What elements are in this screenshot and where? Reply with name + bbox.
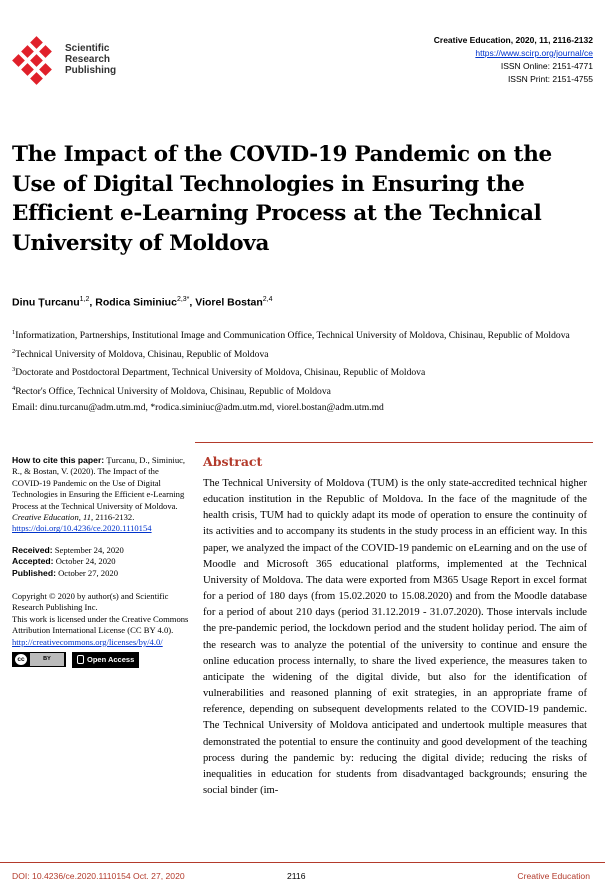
journal-url-link[interactable]: https://www.scirp.org/journal/ce xyxy=(475,48,593,58)
author-affiliation-marker: 2,3* xyxy=(176,296,190,303)
affiliation-item: $^4$Rector's Office, Technical University of Moldova, Chisinau, Republic of Moldova xyxy=(12,385,331,398)
issn-online: ISSN Online: 2151-4771 xyxy=(500,61,593,71)
copyright-block: Copyright © 2020 by author(s) and Scientific Research Publishing Inc. This work is licensed under the Creative Commons Attribution International License (CC BY 4.0). http://creativecommons.org/licenses/by/4.0/ cc BY Open Access xyxy=(12,591,189,667)
abstract-text: The Technical University of Moldova (TUM) is the only state-accredited technical higher education institution in the Republic of Moldova. In the face of the magnitude of the health crisis, TUM had to quickly adapt its mode of operation to ensure the continuity of its activities and to accompany its students in the study process in an efficient way. In this paper, we analyzed the impact of the COVID-19 pandemic on eLearning and on the use of Moodle and Microsoft 365 educational platforms, implemented at the Technical University of Moldova. The data were exported from M365 Usage Report in excel format for a period of 180 days (from 15.02.2020 to 15.08.2020) and from the Moodle database for a period of about 210 days (period 31.12.2019 - 31.07.2020). Those intervals include the pre-pandemic period, the lockdown period and the student holiday period. The aim of the research was to analyze the potential of the university to continue and ensure the online education process internally, to share the lived experience, the measures taken to anticipate the widening of the digital divide, but also for the identification of vulnerabilities and reasoned planning of exit strategies, in an appropriate frame of reference, depending on subsequent developments related to the COVID-19 pandemic. The Technical University of Moldova anticipated and undertook multiple measures that demonstrated the potential to ensure the continuity and good development of the teaching process during the pandemic by: reducing the digital divide; reducing the risks of inequalities in education for students from disadvantaged backgrounds; ensuring the social binder (im- xyxy=(203,478,587,796)
cc-by-license-icon[interactable]: cc BY xyxy=(12,652,66,667)
author-emails: Email: dinu.turcanu@adm.utm.md, *rodica.siminiuc@adm.utm.md, viorel.bostan@adm.utm.md xyxy=(12,401,384,413)
article-metadata-sidebar xyxy=(12,455,189,668)
footer-divider xyxy=(0,862,605,863)
date-item: Published: October 27, 2020 xyxy=(12,567,118,578)
publisher-logo xyxy=(12,36,62,86)
footer-journal-name: Creative Education xyxy=(517,871,590,881)
affiliation-item: $^2$Technical University of Moldova, Chisinau, Republic of Moldova xyxy=(12,347,269,360)
issn-print: ISSN Print: 2151-4755 xyxy=(507,74,593,84)
license-link[interactable]: http://creativecommons.org/licenses/by/4.0/ xyxy=(12,636,163,647)
author-list: Dinu Țurcanu$^{1,2}$, Rodica Siminiuc$^{2,3*}$, Viorel Bostan$^{2,4}$ xyxy=(12,296,273,309)
author-affiliation-marker: 1,2 xyxy=(79,296,90,303)
author-affiliation-marker: 2,4 xyxy=(262,296,273,303)
open-access-badge: Open Access xyxy=(72,652,139,667)
footer-page-number: 2116 xyxy=(287,871,306,881)
publisher-name: Scientific Research Publishing xyxy=(65,43,117,76)
open-lock-icon xyxy=(77,655,84,664)
footer-doi-date: DOI: 10.4236/ce.2020.1110154 Oct. 27, 2020 xyxy=(12,871,185,881)
publication-dates xyxy=(12,545,189,579)
citation-block: How to cite this paper: Țurcanu, D., Siminiuc, R., & Bostan, V. (2020). The Impact of the COVID-19 Pandemic on the Use of Digital Technologies in Ensuring the Efficient e-Learning Process at the Technical University of Moldova. Creative Education, 11, 2116-2132. https://doi.org/10.4236/ce.2020.1110154 xyxy=(12,455,189,535)
abstract-heading: Abstract xyxy=(203,454,263,469)
doi-link[interactable]: https://doi.org/10.4236/ce.2020.1110154 xyxy=(12,523,152,534)
journal-citation: Creative Education, 2020, 11, 2116-2132 xyxy=(433,35,593,45)
abstract-divider xyxy=(195,442,593,443)
author-name: Dinu Țurcanu xyxy=(12,296,80,309)
affiliation-item: $^3$Doctorate and Postdoctoral Department, Technical University of Moldova, Chisinau, Republic of Moldova xyxy=(12,366,426,379)
author-name: Rodica Siminiuc xyxy=(95,296,177,309)
date-item: Accepted: October 24, 2020 xyxy=(12,556,116,567)
affiliations xyxy=(12,325,592,415)
logo-diamonds-icon xyxy=(12,36,52,85)
author-name: Viorel Bostan xyxy=(195,296,263,309)
affiliation-item: $^1$Informatization, Partnerships, Institutional Image and Communication Office, Technical University of Moldova, Chisinau, Republic of Moldova xyxy=(12,329,570,342)
paper-title: The Impact of the COVID-19 Pandemic on the Use of Digital Technologies in Ensuring the Efficient e-Learning Process at the Technical University of Moldova xyxy=(12,142,552,256)
journal-info xyxy=(434,34,593,86)
date-item: Received: September 24, 2020 xyxy=(12,544,124,555)
